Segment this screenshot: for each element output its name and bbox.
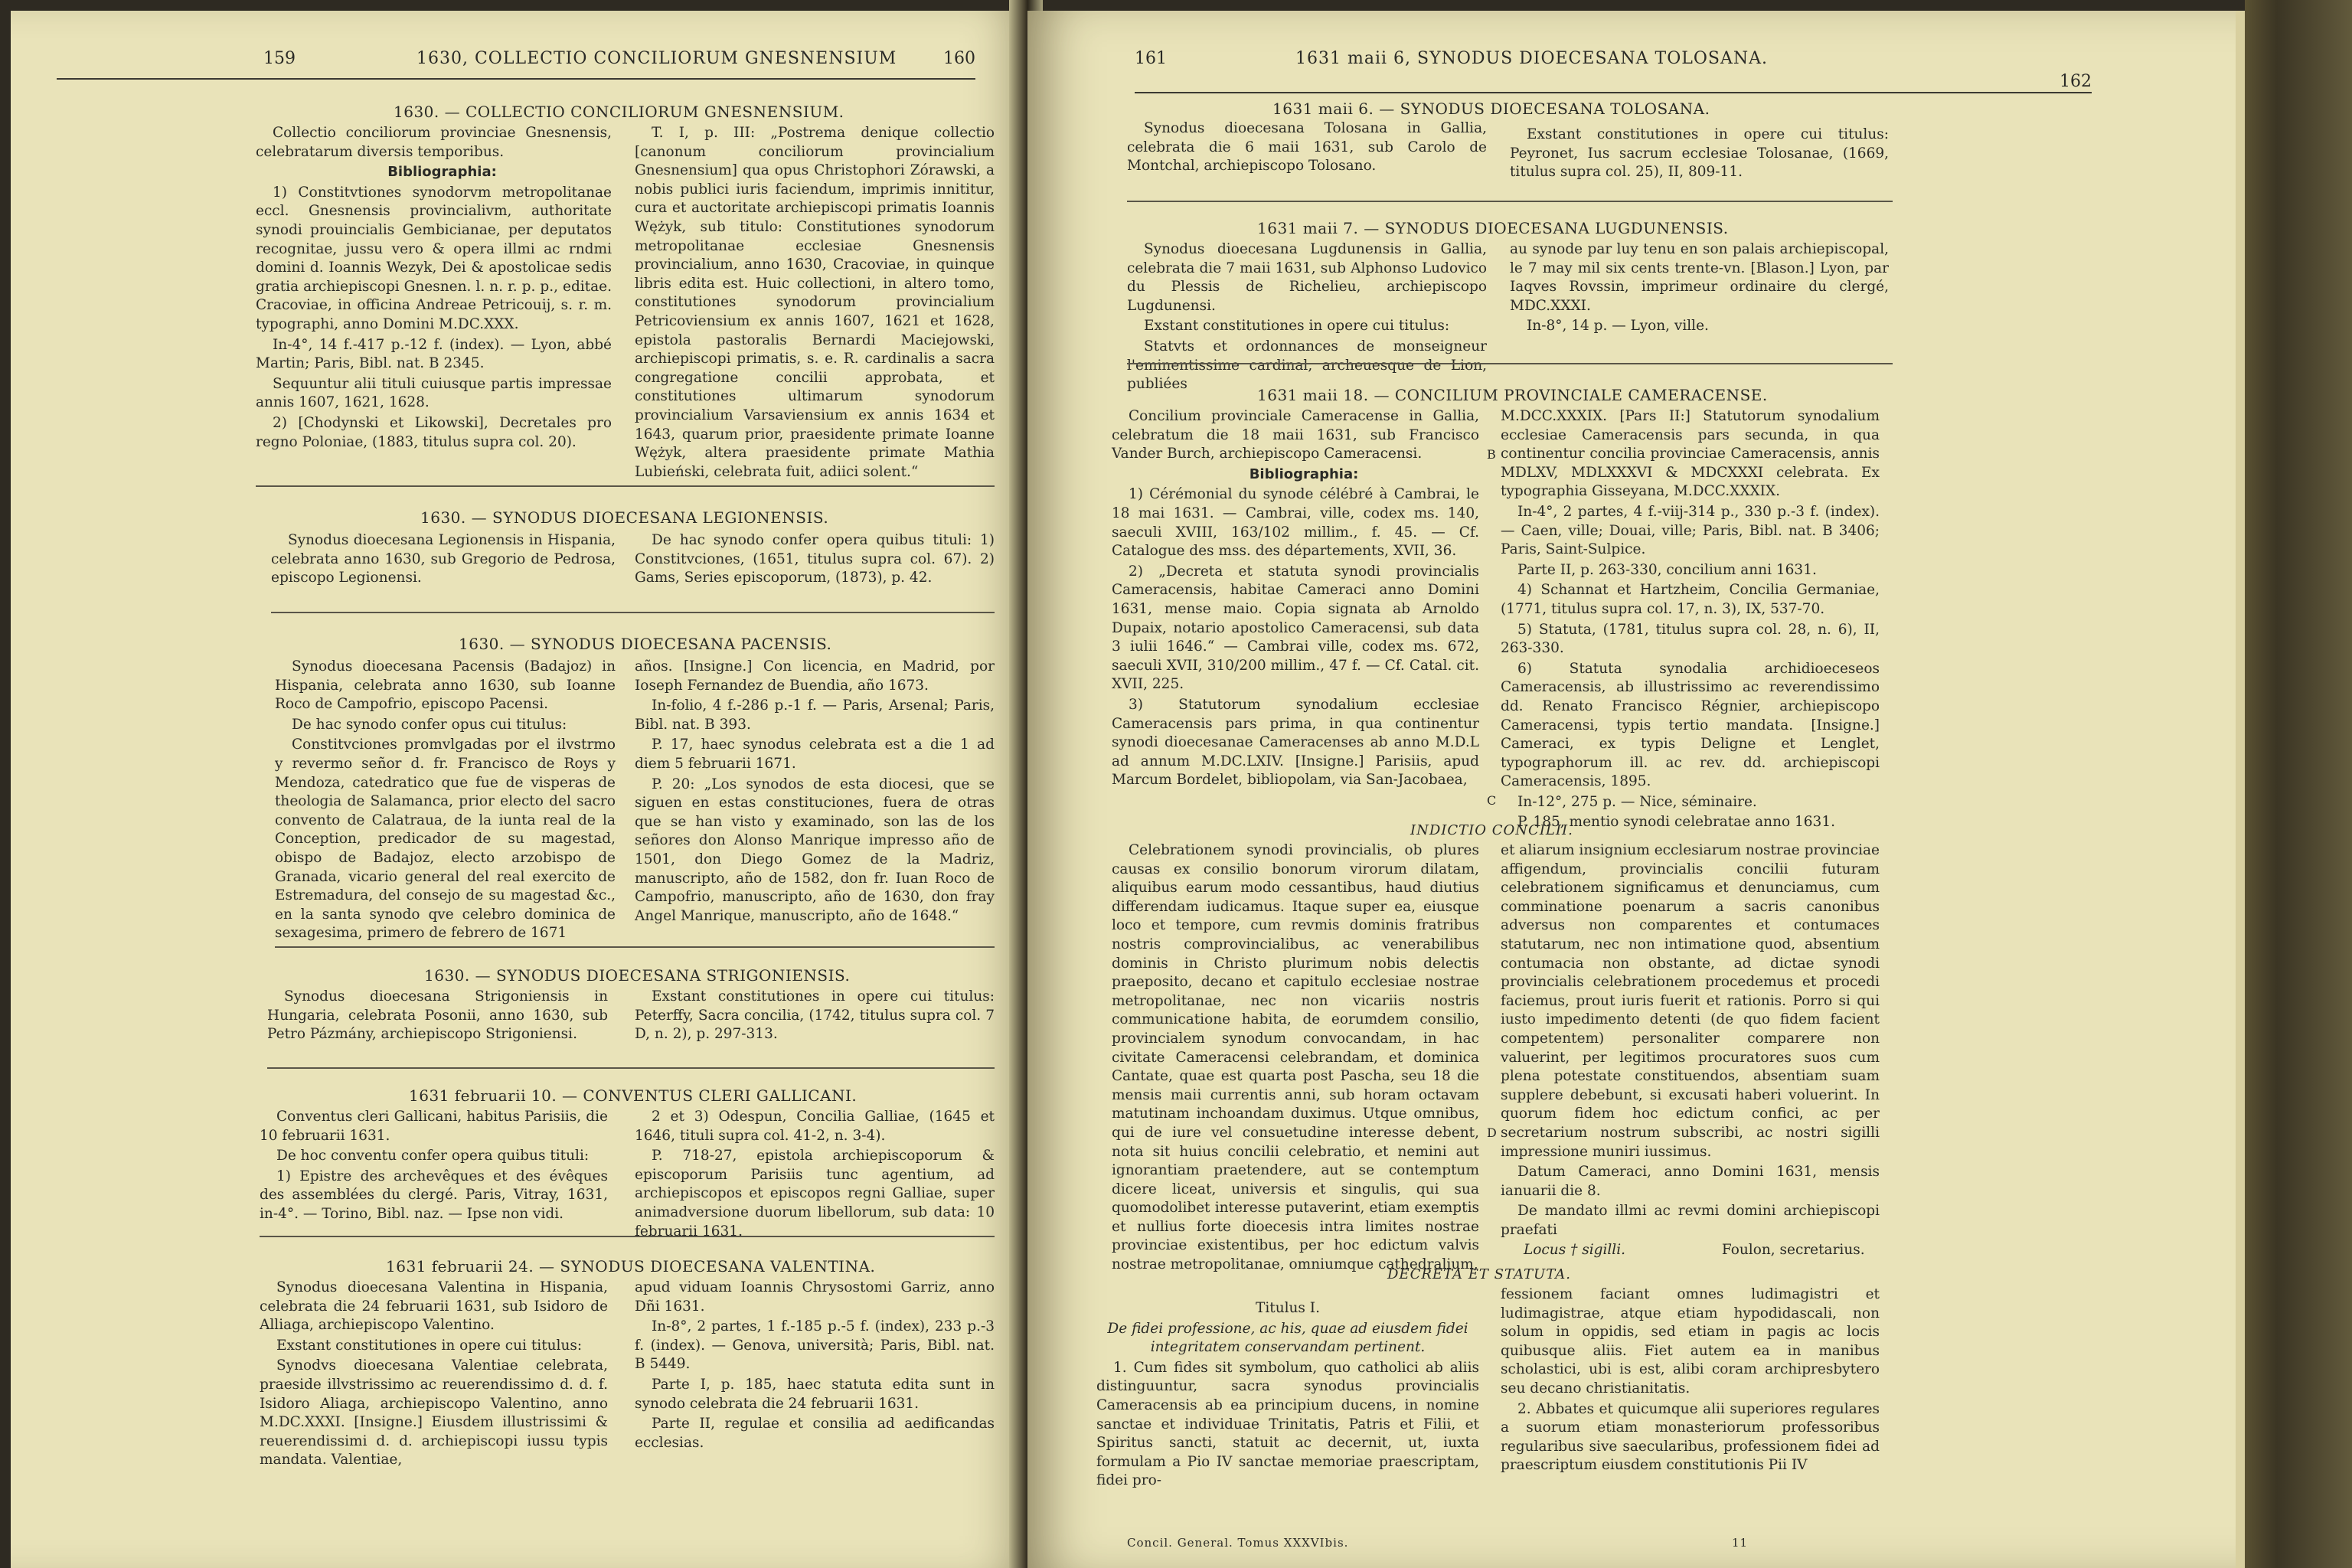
paragraph: In-folio, 4 f.-286 p.-1 f. — Paris, Arsenal; Paris, Bibl. nat. B 393.	[635, 697, 995, 733]
paragraph: De mandato illmi ac revmi domini archiepiscopi praefati	[1501, 1203, 1880, 1238]
bibliography-label: Bibliographia:	[1249, 466, 1359, 482]
paragraph: 4) Schannat et Hartzheim, Concilia Germaniae, (1771, titulus supra col. 17, n. 3), IX, 537-70.	[1501, 582, 1880, 617]
paragraph: 1) Cérémonial du synode célébré à Cambrai, le 18 mai 1631. — Cambrai, ville, codex ms. 140, saeculi XVIII, 163/102 millim., f. 45. — Cf. Catalogue des mss. des départements, XVII, 36.	[1112, 486, 1479, 560]
paragraph: años. [Insigne.] Con licencia, en Madrid, por Ioseph Fernandez de Buendia, año 1673.	[635, 658, 995, 694]
left-column	[260, 1108, 608, 1226]
right-column	[1510, 240, 1889, 338]
running-header	[57, 41, 975, 72]
left-column	[1096, 1293, 1479, 1492]
paragraph: Datum Cameraci, anno Domini 1631, mensis ianuarii die 8.	[1501, 1164, 1880, 1199]
paragraph: Exstant constitutiones in opere cui titulus: Peyronet, Ius sacrum ecclesiae Tolosanae, (1669, titulus supra col. 25), II, 809-11.	[1510, 126, 1889, 181]
paragraph: 1) Epistre des archevêques et des évêques des assemblées du clergé. Paris, Vitray, 1631, in-4°. — Torino, Bibl. naz. — Ipse non vidi.	[260, 1168, 608, 1222]
paragraph: Constitvciones promvlgadas por el ilvstrmo y revermo señor d. fr. Francisco de Roys y Mendoza, catedratico que fue de visperas de theologia de Salamanca, prior electo del sacro convento de Calatraua, de la iunta real de la Conception, predicador de su magestad, obispo de Badajoz, electo arzobispo de Granada, vicario general del real exercito de Estremadura, del consejo de su magestad &c., en la santa synodo qve celebro dominica de sexagesima, primero de febrero de 1671	[275, 737, 616, 942]
paragraph: Synodus dioecesana Legionensis in Hispania, celebrata anno 1630, sub Gregorio de Pedrosa, episcopo Legionensi.	[271, 532, 616, 586]
paragraph: Synodus dioecesana Pacensis (Badajoz) in Hispania, celebrata anno 1630, sub Ioanne Roco de Campofrio, episcopo Pacensi.	[275, 658, 616, 713]
left-column	[1127, 119, 1487, 178]
left-page	[11, 11, 1021, 1568]
paragraph: M.DCC.XXXIX. [Pars II:] Statutorum synodalium ecclesiae Cameracensis pars secunda, in qua continentur concilia provinciae Cameracensis, annis MDLXV, MDLXXXVI & MDCXXXI celebrata. Ex typographia Gisseyana, M.DCC.XXXIX.	[1501, 408, 1880, 500]
paragraph: Synodus dioecesana Strigoniensis in Hungaria, celebrata Posonii, anno 1630, sub Petro Pázmány, archiepiscopo Strigoniensi.	[267, 988, 608, 1043]
paragraph: Celebrationem synodi provincialis, ob plures causas ex consilio bonorum virorum dilatam, aliquibus earum modo cessantibus, haud diutius differendam iudicamus. Itaque super ea, eiusque loco et tempore, cum revmis dominis fratribus nostris comprovincialibus, ac venerabilibus dominis in Christo plurimum nobis delectis praeposito, decano et capitulo ecclesiae nostrae metropolitanae, nec non vicariis nostris communicatione habita, de eorumdem consilio, provincialem synodum convocandam, in hac civitate Cameracensi celebrandam, et dominica Cantate, quae est quarta post Pascha, seu 18 die mensis maii currentis anni, sub horam octavam matutinam inchoandam duximus. Utque omnibus, qui de iure vel consuetudine interesse debent, nota sit huius concilii celebratio, et nemini aut ignorantiam praetendere, aut se contemptum dicere liceat, universis et singulis, qui sua quomodolibet interesse putaverint, etiam exemptis et nullius forte dioecesis intra limites nostrae provinciae existentibus, per hoc edictum valvis nostrae metropolitanae, omniumque cathedralium,	[1112, 842, 1479, 1273]
left-column	[1127, 240, 1487, 396]
right-column	[1510, 126, 1889, 184]
paragraph: In-12°, 275 p. — Nice, séminaire.	[1517, 793, 1757, 810]
running-title: 1631 maii 6, SYNODUS DIOECESANA TOLOSANA.	[1295, 49, 1768, 68]
paragraph: Collectio conciliorum provinciae Gnesnensis, celebratarum diversis temporibus.	[256, 125, 612, 160]
left-column	[271, 531, 616, 590]
paragraph: apud viduam Ioannis Chrysostomi Garriz, anno Dñi 1631.	[635, 1279, 995, 1315]
paragraph: Conventus cleri Gallicani, habitus Parisiis, die 10 februarii 1631.	[260, 1109, 608, 1144]
paragraph: In-4°, 2 partes, 4 f.-viij-314 p., 330 p.-3 f. (index). — Caen, ville; Douai, ville; Paris, Bibl. nat. B 3406; Paris, Saint-Sulpice.	[1501, 503, 1880, 558]
paragraph: P. 20: „Los synodos de esta diocesi, que se siguen en estas constituciones, fuera de otras que se han visto y examinado, son las de los señores don Alonso Manrique impresso año de 1501, don Diego Gomez de la Madriz, manuscripto, año de 1582, don fr. Iuan Roco de Campofrio, manuscripto, año de 1630, don fray Angel Manrique, manuscripto, año de 1648.“	[635, 776, 995, 924]
right-column	[635, 658, 995, 927]
sheet-number: 11	[1732, 1536, 1749, 1550]
paragraph: In-8°, 2 partes, 1 f.-185 p.-5 f. (index), 233 p.-3 f. (index). — Genova, università; Paris, Bibl. nat. B 5449.	[635, 1318, 995, 1373]
bibliography-label: Bibliographia:	[387, 164, 497, 181]
section-heading: 1631 februarii 24. — SYNODUS DIOECESANA VALENTINA.	[386, 1257, 876, 1276]
paragraph: Exstant constitutiones in opere cui titulus:	[276, 1337, 583, 1354]
paragraph: 1) Constitvtiones synodorvm metropolitanae eccl. Gnesnensis provincialivm, authoritate synodi prouincialis Gembicianae, per deputatos recognitae, jussu vero & opera illmi ac rndmi domini d. Ioannis Wezyk, Dei & apostolicae sedis gratia archiepiscopi Gnesnen. l. n. r. p. p., editae. Cracoviae, in officina Andreae Petricouij, s. r. m. typographi, anno Domini M.DC.XXX.	[256, 184, 612, 332]
signer: Foulon, secretarius.	[1721, 1242, 1865, 1259]
signature-line	[1501, 1241, 1880, 1260]
page-number: 160	[943, 49, 975, 68]
left-column	[275, 658, 616, 945]
right-column	[1501, 841, 1880, 1262]
right-column	[1501, 1285, 1880, 1477]
paragraph: 2) „Decreta et statuta synodi provincialis Cameracensis, habitae Cameraci anno Domini 1631, mense maio. Copia signata ab Arnoldo Dupaix, notario apostolico Cameracensi, sub data 3 iulii 1646.“ — Cambrai ville, codex ms. 672, saeculi XVII, 310/200 millim., 47 f. — Cf. Catal. cit. XVII, 225.	[1112, 563, 1479, 693]
seal-place: Locus † sigilli.	[1524, 1242, 1626, 1259]
subsection-heading: DECRETA ET STATUTA.	[1387, 1266, 1571, 1282]
right-column	[1501, 407, 1880, 834]
titulus-label: Titulus I.	[1256, 1300, 1320, 1316]
right-column	[635, 124, 995, 483]
paragraph: P. 185, mentio synodi celebratae anno 1631.	[1517, 814, 1835, 831]
paragraph: 3) Statutorum synodalium ecclesiae Cameracensis pars prima, in qua continentur synodi dioecesanae Cameracenses ab anno M.D.L ad annum M.DC.LXIV. [Insigne.] Parisiis, apud Marcum Bordelet, bibliopolam, via San-Jacobaea,	[1112, 696, 1479, 789]
paragraph: T. I, p. III: „Postrema denique collectio [canonum conciliorum provincialium Gnesnensium] qua opus Christophori Zórawski, a nobis publici iuris faciendum, imprimis innititur, cura et auctoritate archiepiscopi primatis Ioannis Wężyk, sub titulo: Constitutiones synodorum metropolitanae ecclesiae Gnesnensis provincialium, anno 1630, Cracoviae, in quinque libris edita est. Huic collectioni, in altero tomo, constitutiones synodorum provincialium Petricoviensium ex annis 1607, 1621 et 1628, epistola pastoralis Bernardi Maciejowski, archiepiscopi primatis, s. e. R. cardinalis a sacra congregatione concilii approbata, et constitutiones ultimarum synodorum provincialium Varsaviensium ex annis 1634 et 1643, quarum prior, praesidente primate Ioanne Wężyk, altera praesidente primate Mathia Lubieński, celebrata fuit, adiici solent.“	[635, 125, 995, 480]
section-heading: 1630. — SYNODUS DIOECESANA STRIGONIENSIS.	[424, 966, 851, 985]
section-heading: 1630. — SYNODUS DIOECESANA LEGIONENSIS.	[420, 508, 829, 527]
paragraph: Statvts et ordonnances de monseigneur l'eminentissime cardinal, archeuesque de Lion, publiées	[1127, 338, 1487, 393]
sheet-signature: Concil. General. Tomus XXXVIbis.	[1127, 1536, 1349, 1550]
paragraph: Sequuntur alii tituli cuiusque partis impressae annis 1607, 1621, 1628.	[256, 375, 612, 411]
section-heading: 1631 februarii 10. — CONVENTUS CLERI GALLICANI.	[409, 1086, 858, 1105]
paragraph: fessionem faciant omnes ludimagistri et ludimagistrae, atque etiam hypodidascali, non solum in oppidis, sed etiam in pagis ac locis quibusque aliis. Fiet autem ea in manibus scholastici, ubi is est, alibi coram archipresbytero seu decano christianitatis.	[1501, 1286, 1880, 1396]
paragraph: 2. Abbates et quicumque alii superiores regulares a suorum etiam monasteriorum professoribus regularibus sive saecularibus, professionem fidei ad praescriptum eiusdem constitutionis Pii IV	[1501, 1400, 1880, 1474]
paragraph: Synodus dioecesana Tolosana in Gallia, celebrata die 6 maii 1631, sub Carolo de Montchal, archiepiscopo Tolosano.	[1127, 120, 1487, 175]
paragraph: Parte II, regulae et consilia ad aedificandas ecclesias.	[635, 1416, 995, 1451]
book-cover	[2245, 0, 2352, 1568]
paragraph: au synode par luy tenu en son palais archiepiscopal, le 7 may mil six cents trente-vn. [Blason.] Lyon, par Iaqves Rovssin, imprimeur ordinaire du clergé, MDC.XXXI.	[1510, 241, 1889, 314]
left-column	[1112, 841, 1479, 1276]
titulus-rubric: De fidei professione, ac his, quae ad eiusdem fidei integritatem conservandam pertinent.	[1107, 1320, 1468, 1356]
paragraph: In-4°, 14 f.-417 p.-12 f. (index). — Lyon, abbé Martin; Paris, Bibl. nat. B 2345.	[256, 336, 612, 372]
paragraph: 1. Cum fides sit symbolum, quo catholici ab aliis distinguuntur, sacra synodus provincialis Cameracensis ab ea principium ducens, in nomine sanctae et individuae Trinitatis, Patris et Filii, et Spiritus sancti, statuit ac decernit, ut, iuxta formulam a Pio IV sanctae memoriae praescriptam, fidei pro-	[1096, 1359, 1479, 1489]
paragraph: Concilium provinciale Cameracense in Gallia, celebratum die 18 maii 1631, sub Francisco Vander Burch, archiepiscopo Cameracensi.	[1112, 408, 1479, 462]
paragraph: et aliarum insignium ecclesiarum nostrae provinciae affigendum, provincialis concilii futuram celebrationem significamus et denunciamus, cum comminatione poenarum a sacris canonibus adversus non comparentes et contumaces statutarum, nec non intimatione quod, absentium contumacia non obstante, ad dictae synodi provincialis celebrationem procedemus et procedi faciemus, prout iuris fuerit et rationis. Porro si qui iusto impedimento detenti (de quo fidem facient competentem) personaliter comparere non valuerint, per legitimos procuratores suos cum plena potestate constituendos, absentiam suam supplere debebunt, si excusati haberi voluerint. In quorum fidem hoc edictum confici, ac per secretarium nostrum subscribi, ac nostri sigilli impressione muniri iussimus.	[1501, 842, 1880, 1160]
paragraph: De hoc conventu confer opera quibus tituli:	[276, 1148, 590, 1165]
section-heading: 1630. — SYNODUS DIOECESANA PACENSIS.	[459, 635, 832, 653]
paragraph: Parte II, p. 263-330, concilium anni 1631.	[1517, 561, 1817, 578]
paragraph: De hac synodo confer opera quibus tituli: 1) Constitvciones, (1651, titulus supra col. 67). 2) Gams, Series episcoporum, (1873), p. 42.	[635, 532, 995, 586]
page-number: 161	[1135, 49, 1167, 68]
section-heading: 1631 maii 7. — SYNODUS DIOECESANA LUGDUNENSIS.	[1257, 219, 1729, 237]
section-heading: 1630. — COLLECTIO CONCILIORUM GNESNENSIUM.	[394, 103, 844, 121]
paragraph: 5) Statuta, (1781, titulus supra col. 28, n. 6), II, 263-330.	[1501, 621, 1880, 657]
paragraph: Synodus dioecesana Lugdunensis in Gallia, celebrata die 7 maii 1631, sub Alphonso Ludovico du Plessis de Richelieu, archiepiscopo Lugdunensi.	[1127, 241, 1487, 314]
page-number: 162	[2060, 72, 2092, 91]
paragraph: 2 et 3) Odespun, Concilia Galliae, (1645 et 1646, tituli supra col. 41-2, n. 3-4).	[635, 1109, 995, 1144]
paragraph: De hac synodo confer opus cui titulus:	[292, 716, 567, 733]
paragraph: Exstant constitutiones in opere cui titulus:	[1144, 318, 1450, 335]
right-column	[635, 988, 995, 1046]
right-page	[1027, 11, 2245, 1568]
paragraph: Synodus dioecesana Valentina in Hispania, celebrata die 24 februarii 1631, sub Isidoro de Alliaga, archiepiscopo Valentino.	[260, 1279, 608, 1334]
paragraph: Synodvs dioecesana Valentiae celebrata, praeside illvstrissimo ac reuerendissimo d. d. f. Isidoro Aliaga, archiepiscopo Valentino, anno M.DC.XXXI. [Insigne.] Eiusdem illustrissimi & reuerendissimi d. d. archiepiscopi iussu typis mandata. Valentiae,	[260, 1357, 608, 1468]
left-column	[1112, 407, 1479, 792]
left-column	[256, 124, 612, 453]
margin-letter: C	[1487, 793, 1497, 808]
right-column	[635, 1279, 995, 1454]
paragraph: P. 718-27, epistola archiepiscoporum & episcoporum Parisiis tunc agentium, ad archiepiscopos et episcopos regni Galliae, super animadversione duorum libellorum, sub data: 10 februarii 1631.	[635, 1148, 995, 1240]
paragraph: 2) [Chodynski et Likowski], Decretales pro regno Poloniae, (1883, titulus supra col. 20).	[256, 414, 612, 450]
paragraph: Parte I, p. 185, haec statuta edita sunt in synodo celebrata die 24 februarii 1631.	[635, 1376, 995, 1412]
paragraph: In-8°, 14 p. — Lyon, ville.	[1527, 318, 1709, 335]
right-column	[635, 1108, 995, 1243]
section-heading: 1631 maii 6. — SYNODUS DIOECESANA TOLOSANA.	[1272, 100, 1710, 118]
paragraph: 6) Statuta synodalia archidioeceseos Cameracensis, ab illustrissimo ac reverendissimo dd. Renato Francisco Régnier, archiepiscopo Cameracensi, typis tertio mandata. [Insigne.] Cameraci, ex typis Deligne et Lenglet, typographorum ill. ac rev. dd. archiepiscopi Cameracensis, 1895.	[1501, 660, 1880, 790]
page-number: 159	[263, 49, 296, 68]
running-header	[1135, 41, 2092, 91]
right-column	[635, 531, 995, 590]
left-column	[267, 988, 608, 1046]
paragraph: Exstant constitutiones in opere cui titulus: Peterffy, Sacra concilia, (1742, titulus supra col. 7 D, n. 2), p. 297-313.	[635, 988, 995, 1043]
margin-letter: B	[1487, 447, 1496, 462]
section-heading: 1631 maii 18. — CONCILIUM PROVINCIALE CAMERACENSE.	[1257, 386, 1768, 404]
subsection-heading: INDICTIO CONCILII.	[1410, 822, 1573, 838]
margin-letter: D	[1487, 1125, 1497, 1140]
left-column	[260, 1279, 608, 1472]
paragraph: P. 17, haec synodus celebrata est a die 1 ad diem 5 februarii 1671.	[635, 737, 995, 772]
running-title: 1630, COLLECTIO CONCILIORUM GNESNENSIUM	[416, 49, 897, 68]
